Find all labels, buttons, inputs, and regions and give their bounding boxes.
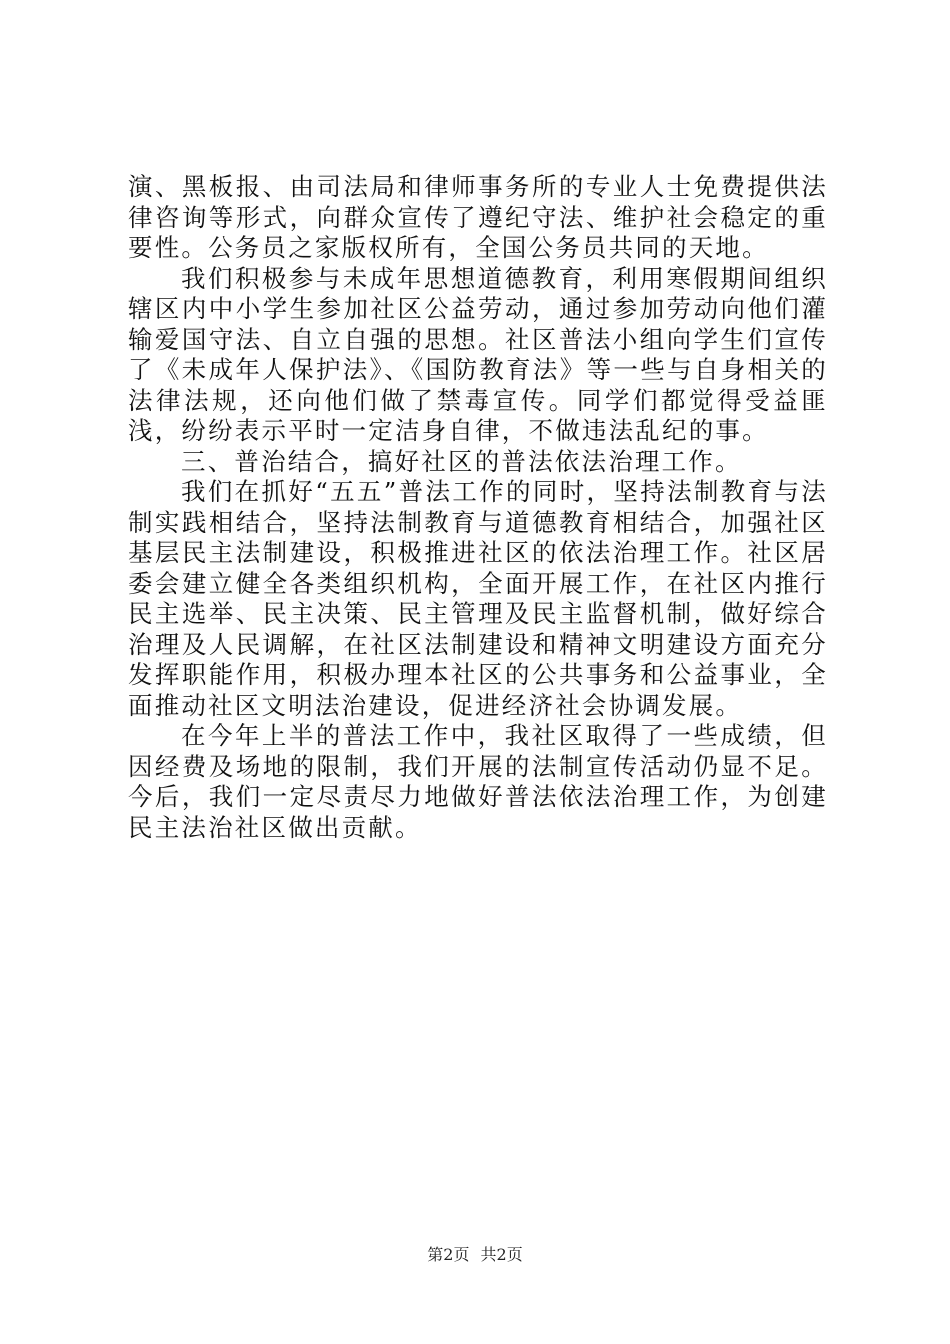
page-footer — [0, 1245, 950, 1265]
paragraph-1: 演、黑板报、由司法局和律师事务所的专业人士免费提供法律咨询等形式，向群众宣传了遵纪守法、维护社会稳定的重要性。公务员之家版权所有，全国公务员共同的天地。 — [128, 172, 828, 262]
total-pages: 共2页 — [480, 1245, 523, 1264]
paragraph-2: 我们积极参与未成年思想道德教育，利用寒假期间组织辖区内中小学生参加社区公益劳动，通过参加劳动向他们灌输爱国守法、自立自强的思想。社区普法小组向学生们宣传了《未成年人保护法》、《国防教育法》等一些与自身相关的法律法规，还向他们做了禁毒宣传。同学们都觉得受益匪浅，纷纷表示平时一定洁身自律，不做违法乱纪的事。 — [128, 263, 828, 445]
page-number: 第2页 — [427, 1245, 470, 1264]
paragraph-5: 在今年上半的普法工作中，我社区取得了一些成绩，但因经费及场地的限制，我们开展的法制宣传活动仍显不足。今后，我们一定尽责尽力地做好普法依法治理工作，为创建民主法治社区做出贡献。 — [128, 721, 828, 842]
document-body — [128, 172, 828, 843]
section-heading-3: 三、普治结合，搞好社区的普法依法治理工作。 — [181, 446, 742, 476]
paragraph-4: 我们在抓好“五五”普法工作的同时，坚持法制教育与法制实践相结合，坚持法制教育与道德教育相结合，加强社区基层民主法制建设，积极推进社区的依法治理工作。社区居委会建立健全各类组织机构，全面开展工作，在社区内推行民主选举、民主决策、民主管理及民主监督机制，做好综合治理及人民调解，在社区法制建设和精神文明建设方面充分发挥职能作用，积极办理本社区的公共事务和公益事业，全面推动社区文明法治建设，促进经济社会协调发展。 — [128, 477, 828, 720]
